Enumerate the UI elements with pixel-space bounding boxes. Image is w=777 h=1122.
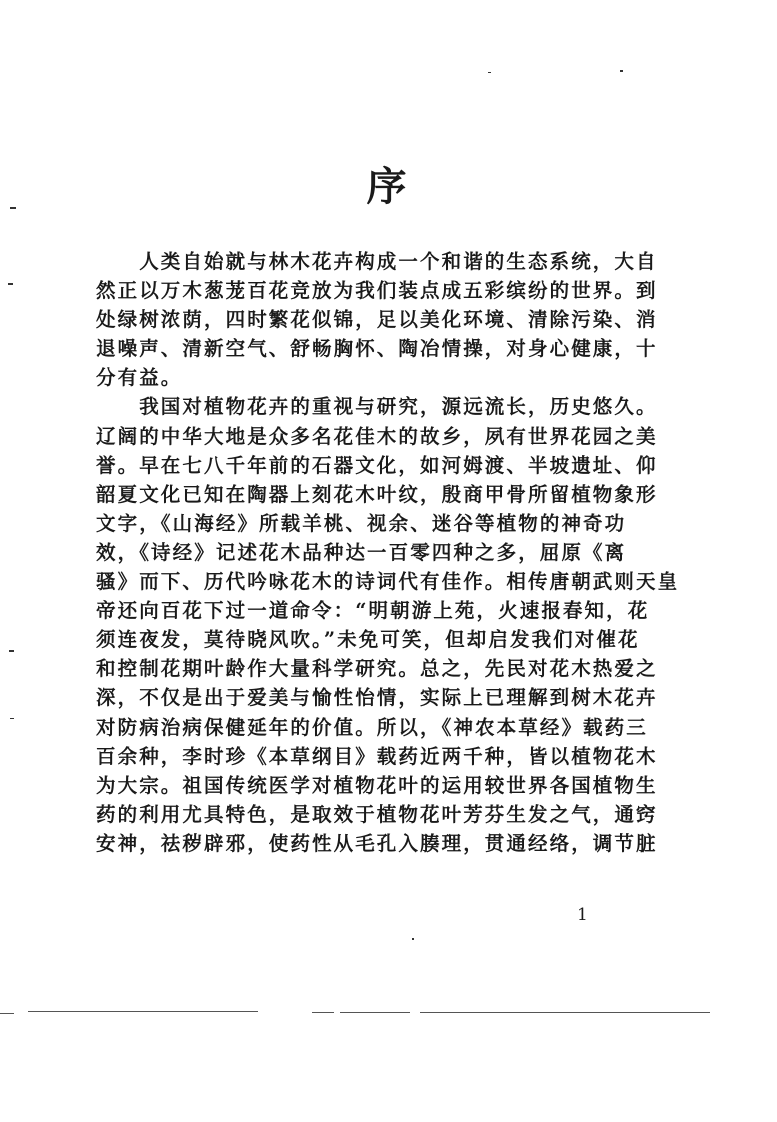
- text-line: 骚》而下、历代吟咏花木的诗词代有佳作。相传唐朝武则天皇: [96, 570, 680, 594]
- text-line: 处绿树浓荫，四时繁花似锦，足以美化环境、清除污染、消: [96, 308, 658, 332]
- scan-speck: [8, 283, 13, 285]
- page-title: 序: [366, 163, 411, 210]
- text-line: 我国对植物花卉的重视与研究，源远流长，历史悠久。: [96, 395, 658, 419]
- scan-speck: [10, 718, 14, 719]
- scan-speck: [488, 72, 491, 73]
- text-line: 帝还向百花下过一道命令：“明朝游上苑，火速报春知，花: [96, 599, 650, 623]
- text-line: 文字，《山海经》所载羊桃、视余、迷谷等植物的神奇功: [96, 511, 627, 535]
- text-line: 效，《诗经》记述花木品种达一百零四种之多，屈原《离: [96, 540, 627, 564]
- text-line: 百余种，李时珍《本草纲目》载药近两千种，皆以植物花木: [96, 744, 658, 768]
- scan-edge-line: [420, 1012, 710, 1013]
- text-line: 深，不仅是出于爱美与愉性怡情，实际上已理解到树木花卉: [96, 686, 658, 710]
- text-line: 韶夏文化已知在陶器上刻花木叶纹，殷商甲骨所留植物象形: [96, 482, 658, 506]
- text-line: 人类自始就与林木花卉构成一个和谐的生态系统，大自: [96, 250, 658, 273]
- body-text: [96, 247, 680, 858]
- scan-edge-line: [340, 1012, 410, 1013]
- scan-speck: [620, 70, 623, 72]
- scan-speck: [10, 207, 16, 209]
- scan-speck: [412, 938, 414, 940]
- text-line: 药的利用尤具特色，是取效于植物花叶芳芬生发之气，通窍: [96, 802, 658, 826]
- page-number: 1: [577, 905, 588, 925]
- text-line: 须连夜发，莫待晓风吹。”未免可笑，但却启发我们对催花: [96, 628, 640, 652]
- text-line: 退噪声、清新空气、舒畅胸怀、陶冶情操，对身心健康，十: [96, 337, 658, 361]
- scan-edge-line: [0, 1013, 14, 1014]
- text-line: 和控制花期叶龄作大量科学研究。总之，先民对花木热爱之: [96, 657, 658, 681]
- scan-edge-line: [28, 1011, 258, 1012]
- text-line: 誉。早在七八千年前的石器文化，如河姆渡、半坡遗址、仰: [96, 453, 658, 477]
- text-line: 安神，祛秽辟邪，使药性从毛孔入腠理，贯通经络，调节脏: [96, 831, 658, 855]
- scan-speck: [9, 650, 14, 652]
- text-line: 辽阔的中华大地是众多名花佳木的故乡，夙有世界花园之美: [96, 424, 658, 448]
- scan-edge-line: [312, 1012, 334, 1013]
- text-line: 然正以万木葱茏百花竞放为我们装点成五彩缤纷的世界。到: [96, 279, 658, 303]
- text-line: 为大宗。祖国传统医学对植物花叶的运用较世界各国植物生: [96, 773, 658, 797]
- text-line: 对防病治病保健延年的价值。所以，《神农本草经》载药三: [96, 715, 648, 739]
- text-line: 分有益。: [96, 366, 183, 390]
